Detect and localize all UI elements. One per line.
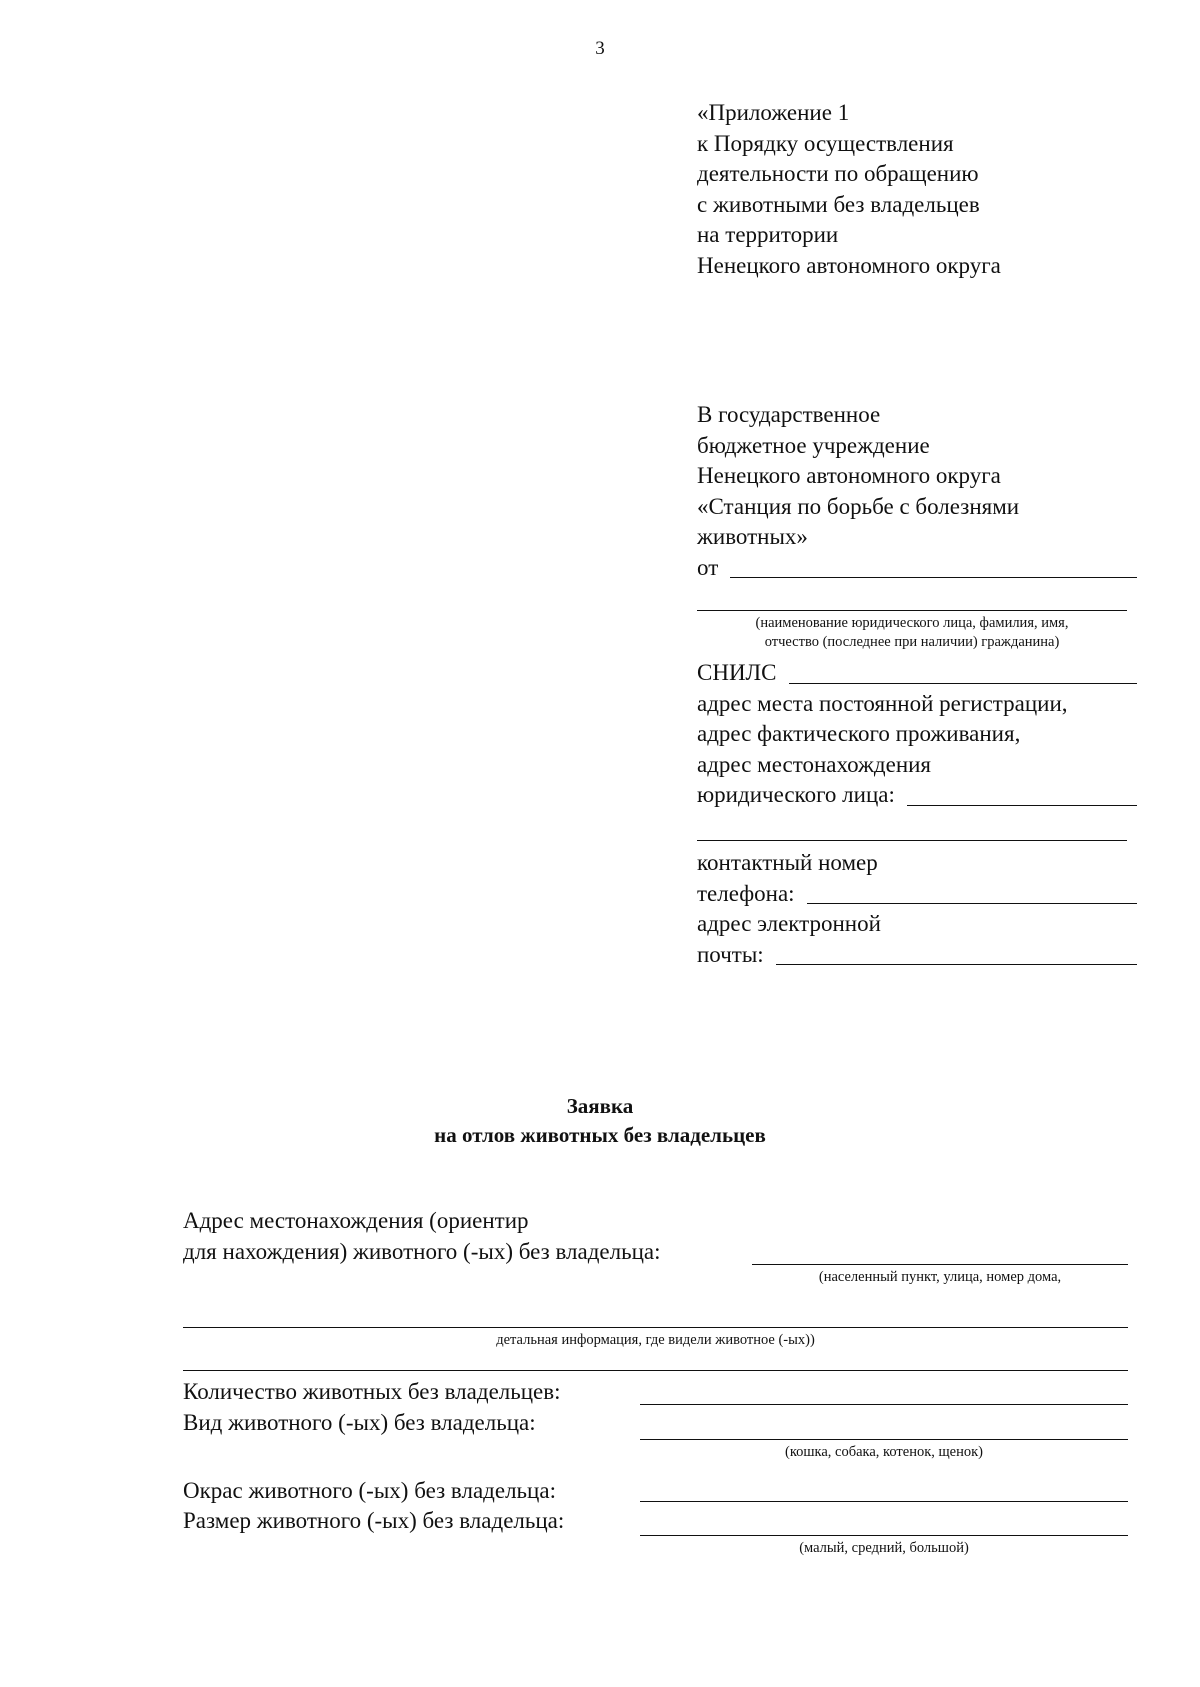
count-field[interactable] (640, 1404, 1128, 1405)
address-line: адрес фактического проживания, (697, 721, 1021, 746)
title-line-1: Заявка (566, 1094, 634, 1118)
location-field-line-2[interactable] (183, 1327, 1128, 1328)
appendix-line: Ненецкого автономного округа (697, 252, 1001, 278)
document-title (0, 1092, 1200, 1150)
appendix-line: с животными без владельцев (697, 191, 980, 217)
address-line: адрес местонахождения (697, 751, 932, 777)
location-hint-1: (населенный пункт, улица, номер дома, (818, 1269, 1062, 1285)
addressee-block (697, 400, 1137, 583)
page-number: 3 (595, 38, 605, 59)
kind-hint: (кошка, собака, котенок, щенок) (784, 1444, 983, 1460)
size-hint: (малый, средний, большой) (799, 1540, 969, 1556)
address-row (697, 780, 1137, 811)
appendix-line: «Приложение 1 (697, 100, 850, 125)
location-field-line-3[interactable] (183, 1370, 1128, 1371)
contact-block (697, 658, 1137, 811)
snils-label: СНИЛС (697, 660, 777, 685)
title-line-2: на отлов животных без владельцев (434, 1123, 766, 1147)
address-line: адрес места постоянной регистрации, (697, 690, 1068, 716)
location-label-1: Адрес местонахождения (ориентир (183, 1208, 529, 1233)
addressee-line: «Станция по борьбе с болезнями (697, 493, 1020, 519)
snils-row (697, 658, 1137, 689)
addressee-line: В государственное (697, 402, 881, 427)
phone-label: телефона: (697, 880, 795, 906)
phone-email-block (697, 848, 1137, 970)
phone-field[interactable] (807, 903, 1137, 904)
appendix-line: к Порядку осуществления (697, 130, 954, 156)
addressee-line: бюджетное учреждение (697, 432, 930, 458)
location-field[interactable] (752, 1264, 1128, 1265)
email-row (697, 940, 1137, 971)
address-field[interactable] (907, 805, 1137, 806)
location-label-2: для нахождения) животного (-ых) без владельца: (183, 1239, 661, 1264)
from-hint-line: (наименование юридического лица, фамилия, имя, (755, 615, 1069, 631)
size-field[interactable] (640, 1535, 1128, 1536)
phone-line: контактный номер (697, 850, 878, 875)
size-label: Размер животного (-ых) без владельца: (183, 1508, 565, 1533)
email-line: адрес электронной (697, 911, 881, 936)
from-hint-line: отчество (последнее при наличии) гражданина) (764, 634, 1060, 650)
from-label: от (697, 554, 719, 580)
snils-field[interactable] (789, 683, 1137, 684)
address-field-line-2[interactable] (697, 840, 1127, 841)
from-hint (697, 614, 1127, 652)
location-hint-2: детальная информация, где видели животное (-ых)) (496, 1332, 815, 1348)
addressee-line: Ненецкого автономного округа (697, 463, 1001, 488)
kind-field[interactable] (640, 1439, 1128, 1440)
from-field[interactable] (730, 577, 1137, 578)
email-label: почты: (697, 941, 764, 967)
address-last-label: юридического лица: (697, 782, 895, 807)
appendix-line: деятельности по обращению (697, 161, 979, 186)
kind-label: Вид животного (-ых) без владельца: (183, 1410, 536, 1435)
appendix-line: на территории (697, 222, 839, 247)
phone-row (697, 879, 1137, 910)
color-field[interactable] (640, 1501, 1128, 1502)
appendix-header (697, 98, 1137, 281)
email-field[interactable] (776, 964, 1137, 965)
from-row (697, 553, 1137, 584)
addressee-line: животных» (697, 524, 808, 549)
color-label: Окрас животного (-ых) без владельца: (183, 1478, 556, 1503)
count-label: Количество животных без владельцев: (183, 1379, 561, 1404)
from-field-line-2[interactable] (697, 610, 1127, 611)
